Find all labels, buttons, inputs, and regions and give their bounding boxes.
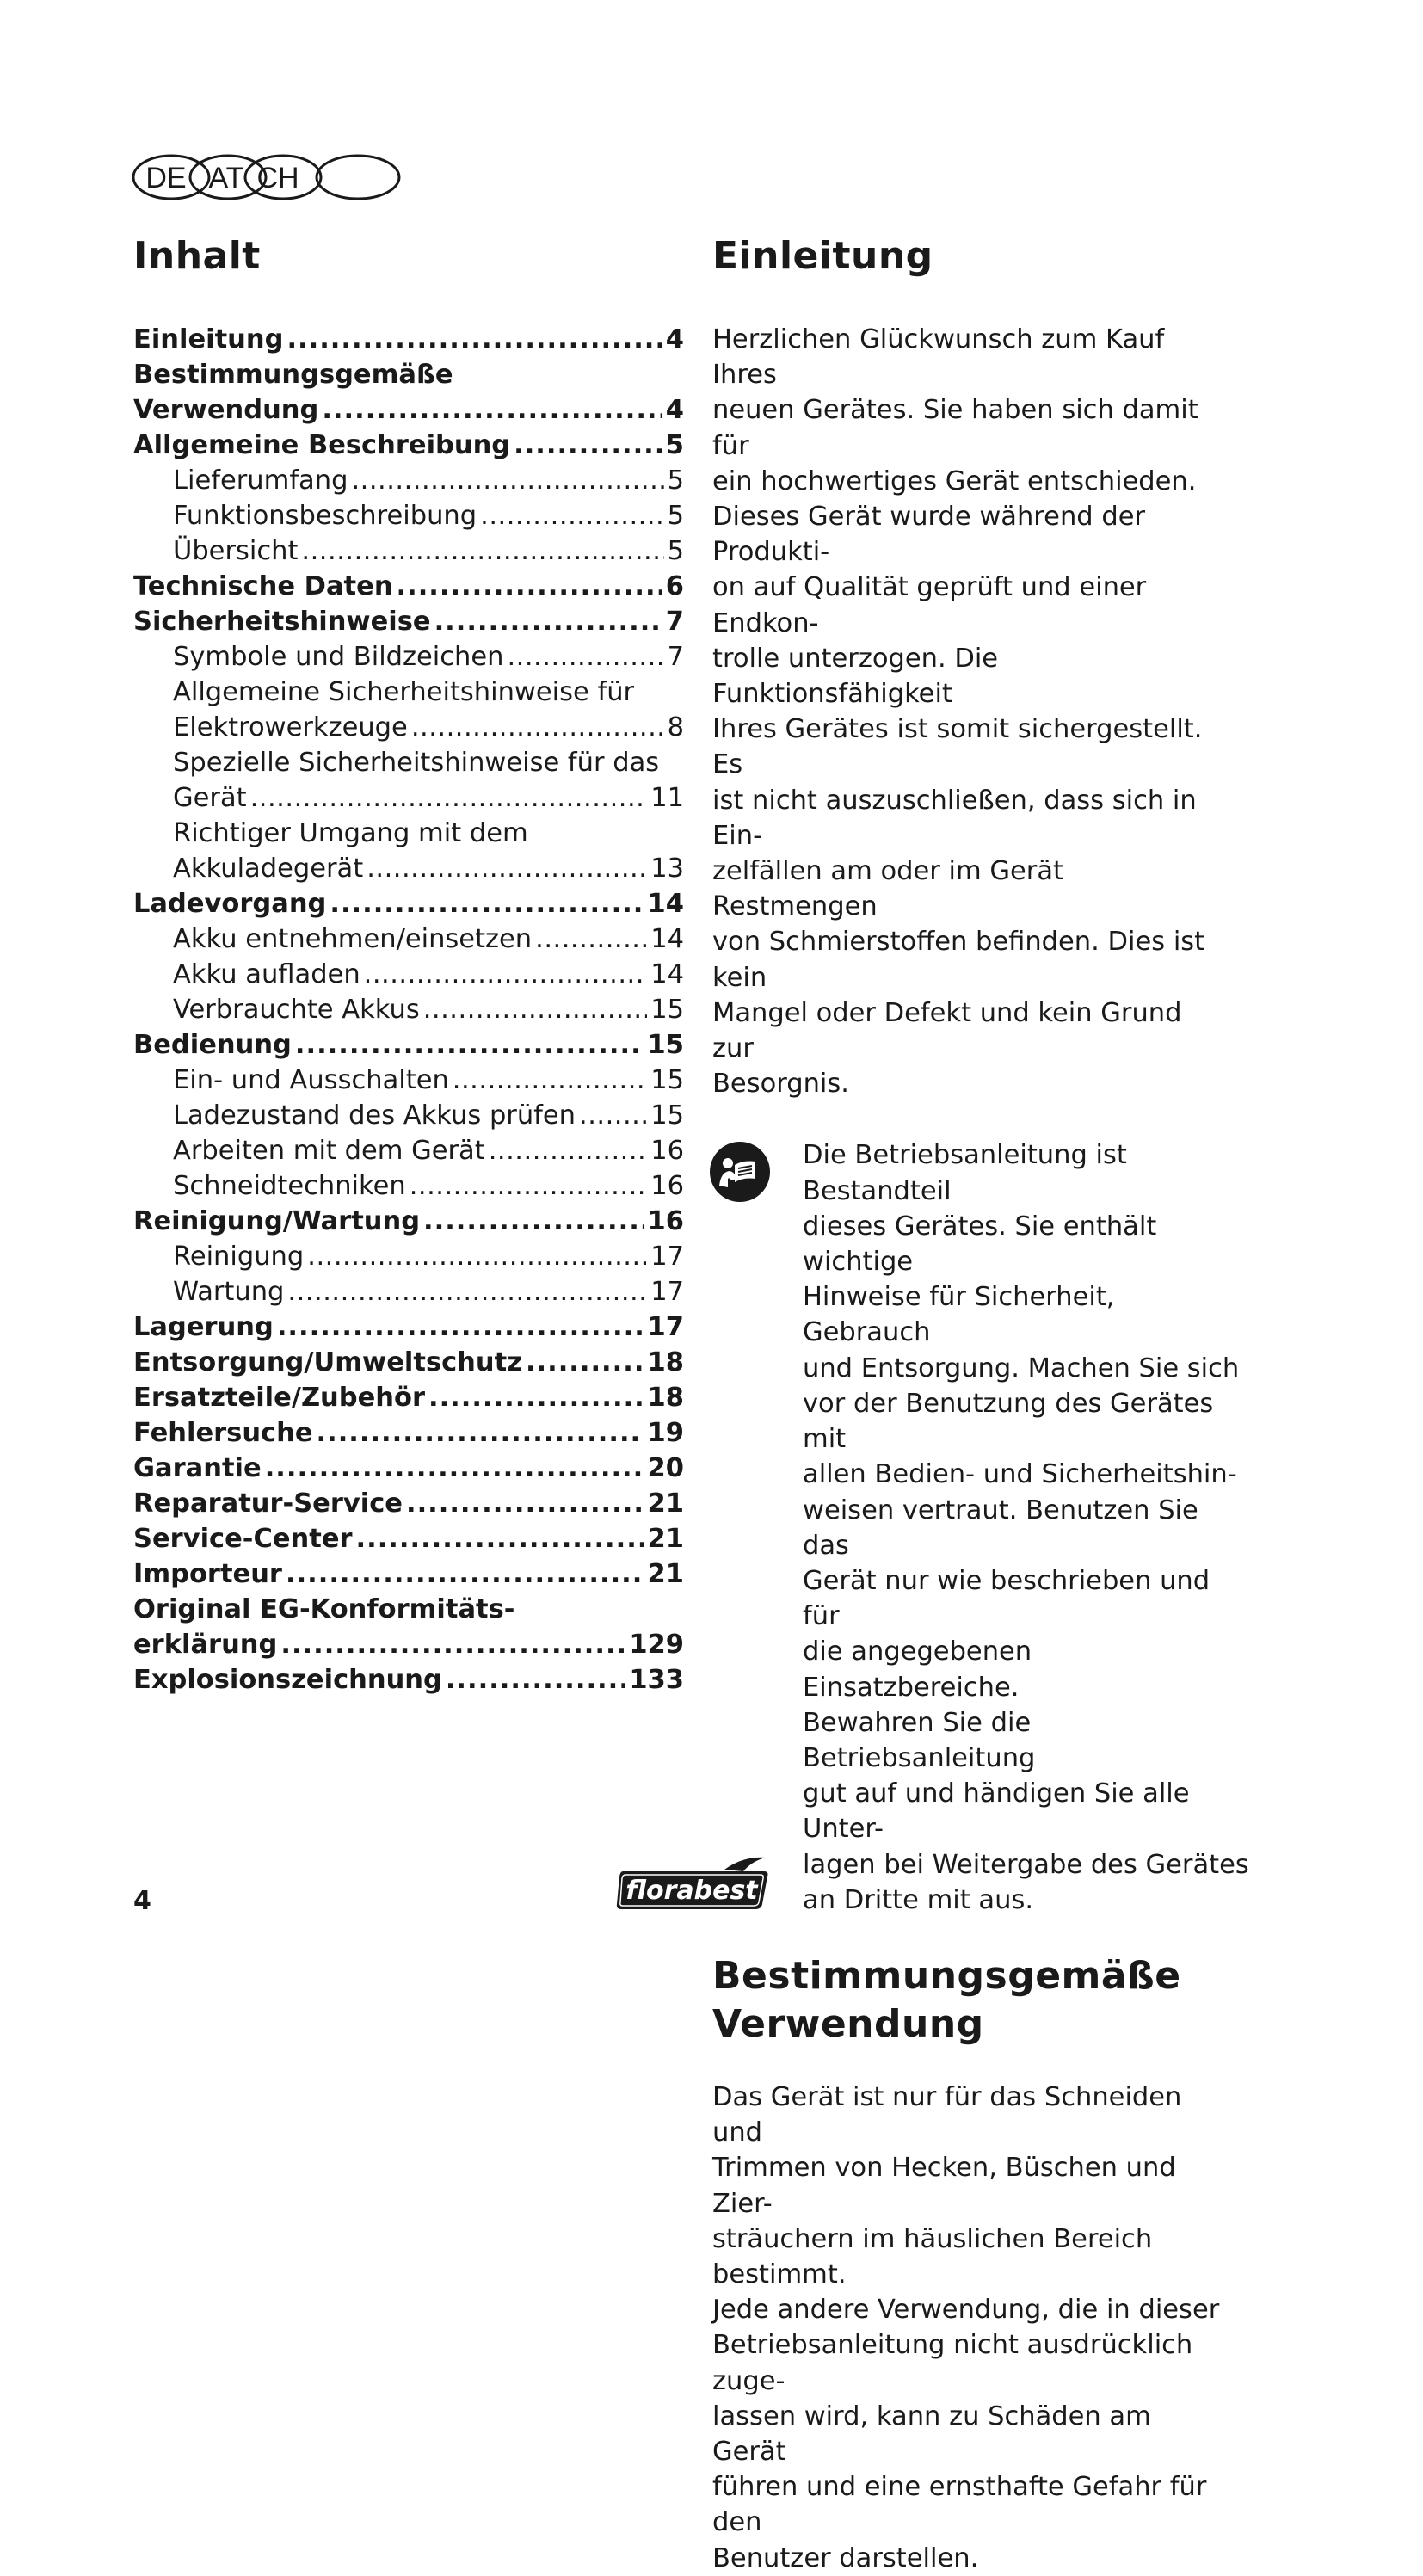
introduction-line: on auf Qualität geprüft und einer Endkon- <box>712 572 1147 638</box>
toc-entry-label: Wartung <box>173 1277 285 1307</box>
language-code-ch: CH <box>256 162 299 194</box>
toc-entry-page: 19 <box>647 1418 684 1448</box>
manual-notice-line: vor der Benutzung des Gerätes mit <box>803 1388 1214 1455</box>
language-code-de: DE <box>145 162 187 194</box>
toc-entry-page: 18 <box>647 1347 684 1377</box>
toc-entry <box>133 1521 684 1556</box>
toc-entry <box>133 1274 684 1310</box>
toc-leader-dots <box>277 1310 644 1345</box>
read-manual-icon <box>709 1141 771 1203</box>
toc-entry-page: 15 <box>650 1100 684 1131</box>
toc-leader-dots <box>526 1345 644 1380</box>
toc-entry-label: Sicherheitshinweise <box>133 607 431 637</box>
introduction-line: von Schmierstoffen befinden. Dies ist kein <box>712 927 1205 993</box>
toc-entry-page: 16 <box>650 1136 684 1166</box>
toc-entry <box>133 1310 684 1345</box>
toc-entry-label: Verbrauchte Akkus <box>173 995 420 1025</box>
introduction-line: neuen Gerätes. Sie haben sich damit für <box>712 395 1198 461</box>
toc-entry-page: 5 <box>667 501 684 531</box>
toc-entry-label: Fehlersuche <box>133 1418 313 1448</box>
toc-leader-dots <box>514 428 662 463</box>
toc-entry <box>133 1133 684 1168</box>
toc-leader-dots <box>434 604 662 639</box>
toc-entry-line <box>133 1592 684 1627</box>
toc-leader-dots <box>446 1662 625 1698</box>
toc-leader-dots <box>287 1274 647 1310</box>
content-column <box>712 232 1263 2576</box>
toc-entry-label: Ladezustand des Akkus prüfen <box>173 1100 576 1131</box>
toc-leader-dots <box>322 392 662 428</box>
toc-entry <box>133 710 684 745</box>
introduction-line: zelfällen am oder im Gerät Restmengen <box>712 856 1063 922</box>
toc-entry-label: Übersicht <box>173 536 299 566</box>
introduction-line: trolle unterzogen. Die Funktionsfähigkeit <box>712 643 999 710</box>
toc-leader-dots <box>406 1486 644 1521</box>
toc-leader-dots <box>535 921 647 957</box>
brand-wordmark: florabest <box>625 1876 758 1906</box>
toc-entry-page: 7 <box>667 642 684 672</box>
toc-leader-dots <box>301 533 663 569</box>
table-of-contents <box>133 232 684 1698</box>
manual-notice-line: und Entsorgung. Machen Sie sich <box>803 1353 1240 1384</box>
toc-entry-line <box>133 745 684 780</box>
toc-entry-page: 16 <box>647 1206 684 1236</box>
toc-title: Inhalt <box>133 234 261 278</box>
toc-entry-label: Spezielle Sicherheitshinweise für das <box>173 748 660 778</box>
introduction-line: Ihres Gerätes ist somit sichergestellt. Es <box>712 714 1203 780</box>
toc-entry-label: Elektrowerkzeuge <box>173 712 408 743</box>
toc-entry <box>133 604 684 639</box>
toc-leader-dots <box>317 1415 644 1451</box>
intended-use-line: führen und eine ernsthafte Gefahr für den <box>712 2472 1207 2538</box>
toc-entry-page: 16 <box>650 1171 684 1201</box>
toc-entry-label: Reparatur-Service <box>133 1488 403 1519</box>
manual-notice-line: dieses Gerätes. Sie enthält wichtige <box>803 1211 1157 1278</box>
introduction-line: Besorgnis. <box>712 1069 849 1100</box>
toc-entry-page: 15 <box>650 995 684 1025</box>
toc-entry <box>133 1415 684 1451</box>
toc-entry-page: 4 <box>665 395 684 425</box>
toc-entry <box>133 1380 684 1415</box>
toc-entry-label: Symbole und Bildzeichen <box>173 642 504 672</box>
toc-entry-page: 133 <box>629 1665 684 1695</box>
toc-entry-label: Akkuladegerät <box>173 854 364 884</box>
intended-use-line: sträuchern im häuslichen Bereich bestimmt. <box>712 2223 1153 2289</box>
toc-leader-dots <box>280 1627 625 1662</box>
manual-notice-line: lagen bei Weitergabe des Gerätes <box>803 1849 1249 1880</box>
intended-use-line: Jede andere Verwendung, die in dieser <box>712 2295 1220 2326</box>
toc-entry <box>133 1556 684 1592</box>
toc-entry-page: 5 <box>667 536 684 566</box>
toc-entry-label: Service-Center <box>133 1524 353 1554</box>
toc-entry-label: Entsorgung/Umweltschutz <box>133 1347 522 1377</box>
toc-entry <box>133 1662 684 1698</box>
toc-entry <box>133 322 684 357</box>
toc-leader-dots <box>411 710 664 745</box>
toc-entry-page: 4 <box>665 324 684 354</box>
toc-entry-label: Akku aufladen <box>173 959 360 989</box>
toc-entry-label: Explosionszeichnung <box>133 1665 442 1695</box>
intended-use-title-line1: Bestimmungsgemäße <box>712 1953 1181 1998</box>
toc-entry-label: Garantie <box>133 1453 262 1483</box>
florabest-logo <box>614 1854 773 1913</box>
toc-entry-page: 15 <box>650 1065 684 1095</box>
toc-leader-dots <box>410 1168 648 1204</box>
toc-entry <box>133 392 684 428</box>
toc-entry-label: Schneidtechniken <box>173 1171 406 1201</box>
toc-entry-label: Ein- und Ausschalten <box>173 1065 449 1095</box>
introduction-line: Mangel oder Defekt und kein Grund zur <box>712 997 1182 1064</box>
manual-notice-line: an Dritte mit aus. <box>803 1884 1034 1915</box>
toc-entry-line <box>133 675 684 710</box>
toc-entry-page: 18 <box>647 1383 684 1413</box>
toc-entry-label: Lagerung <box>133 1312 274 1342</box>
introduction-line: ein hochwertiges Gerät entschieden. <box>712 465 1197 496</box>
intended-use-text <box>712 2080 1229 2576</box>
toc-entry-page: 15 <box>647 1030 684 1060</box>
toc-leader-dots <box>286 1556 644 1592</box>
toc-list <box>133 322 684 1698</box>
toc-entry <box>133 428 684 463</box>
toc-entry <box>133 1204 684 1239</box>
toc-entry-label: Akku entnehmen/einsetzen <box>173 924 533 954</box>
toc-leader-dots <box>307 1239 647 1274</box>
toc-entry-label: Importeur <box>133 1559 282 1589</box>
toc-leader-dots <box>423 1204 644 1239</box>
toc-entry <box>133 1486 684 1521</box>
toc-leader-dots <box>330 886 644 921</box>
toc-entry-label: Ladevorgang <box>133 889 327 919</box>
toc-entry-label: Arbeiten mit dem Gerät <box>173 1136 485 1166</box>
toc-entry <box>133 463 684 498</box>
introduction-line: Herzlichen Glückwunsch zum Kauf Ihres <box>712 324 1165 391</box>
toc-leader-dots <box>423 992 647 1027</box>
toc-entry <box>133 1239 684 1274</box>
toc-entry <box>133 1627 684 1662</box>
toc-leader-dots <box>480 498 663 533</box>
language-code-at: AT <box>208 162 244 194</box>
toc-entry-page: 7 <box>665 607 684 637</box>
toc-entry <box>133 957 684 992</box>
manual-notice-text <box>803 1137 1250 1917</box>
toc-entry <box>133 1345 684 1380</box>
toc-entry-page: 11 <box>650 783 684 813</box>
toc-entry-page: 21 <box>647 1524 684 1554</box>
toc-entry-page: 21 <box>647 1488 684 1519</box>
toc-entry-page: 21 <box>647 1559 684 1589</box>
manual-notice-line: Die Betriebsanleitung ist Bestandteil <box>803 1140 1127 1206</box>
toc-entry-page: 13 <box>650 854 684 884</box>
toc-entry-page: 5 <box>667 465 684 496</box>
toc-entry <box>133 1451 684 1486</box>
toc-leader-dots <box>286 322 662 357</box>
manual-notice-line: die angegebenen Einsatzbereiche. <box>803 1636 1032 1703</box>
toc-leader-dots <box>295 1027 644 1063</box>
manual-notice-line: Hinweise für Sicherheit, Gebrauch <box>803 1282 1115 1348</box>
toc-entry <box>133 1098 684 1133</box>
intended-use-line: Benutzer darstellen. <box>712 2542 979 2573</box>
toc-entry <box>133 851 684 886</box>
toc-entry <box>133 533 684 569</box>
introduction-text <box>712 322 1220 1101</box>
intended-use-line: Trimmen von Hecken, Büschen und Zier- <box>712 2153 1176 2219</box>
toc-leader-dots <box>507 639 663 675</box>
toc-entry-label: Allgemeine Beschreibung <box>133 430 511 460</box>
toc-entry-label: Bedienung <box>133 1030 292 1060</box>
toc-entry-label: Bestimmungsgemäße <box>133 360 453 390</box>
toc-entry-line <box>133 816 684 851</box>
toc-entry-label: Original EG-Konformitäts- <box>133 1594 515 1624</box>
manual-notice-line: gut auf und händigen Sie alle Unter- <box>803 1778 1190 1845</box>
toc-entry-page: 14 <box>647 889 684 919</box>
toc-leader-dots <box>489 1133 647 1168</box>
toc-entry-line <box>133 357 684 392</box>
toc-entry <box>133 886 684 921</box>
language-badge <box>132 153 402 201</box>
intended-use-line: Betriebsanleitung nicht ausdrücklich zuge- <box>712 2330 1193 2396</box>
toc-entry <box>133 569 684 604</box>
toc-leader-dots <box>579 1098 647 1133</box>
toc-leader-dots <box>250 780 648 816</box>
toc-entry-label: erklärung <box>133 1630 278 1660</box>
toc-entry-page: 17 <box>650 1242 684 1272</box>
toc-entry <box>133 780 684 816</box>
toc-leader-dots <box>397 569 662 604</box>
introduction-line: ist nicht auszuschließen, dass sich in Ein- <box>712 785 1197 851</box>
toc-entry-page: 5 <box>665 430 684 460</box>
toc-entry-label: Reinigung <box>173 1242 305 1272</box>
language-ellipse-empty <box>317 156 399 199</box>
intended-use-title <box>712 1952 1263 2049</box>
toc-entry-label: Technische Daten <box>133 571 393 601</box>
intended-use-line: lassen wird, kann zu Schäden am Gerät <box>712 2400 1151 2467</box>
toc-leader-dots <box>453 1063 647 1098</box>
introduction-title: Einleitung <box>712 234 933 278</box>
toc-leader-dots <box>428 1380 644 1415</box>
toc-leader-dots <box>367 851 647 886</box>
toc-entry-label: Funktionsbeschreibung <box>173 501 477 531</box>
toc-leader-dots <box>351 463 663 498</box>
toc-entry-page: 14 <box>650 924 684 954</box>
toc-entry <box>133 639 684 675</box>
toc-entry-label: Lieferumfang <box>173 465 348 496</box>
toc-entry <box>133 921 684 957</box>
toc-entry-page: 17 <box>650 1277 684 1307</box>
toc-entry-page: 6 <box>665 571 684 601</box>
intended-use-line: Das Gerät ist nur für das Schneiden und <box>712 2081 1182 2148</box>
toc-leader-dots <box>356 1521 644 1556</box>
toc-leader-dots <box>265 1451 644 1486</box>
toc-entry-page: 14 <box>650 959 684 989</box>
toc-entry-page: 8 <box>667 712 684 743</box>
toc-entry <box>133 1027 684 1063</box>
intended-use-section <box>712 1952 1263 2576</box>
toc-entry-label: Gerät <box>173 783 247 813</box>
toc-entry <box>133 1168 684 1204</box>
manual-notice-line: Bewahren Sie die Betriebsanleitung <box>803 1707 1036 1773</box>
manual-notice-line: weisen vertraut. Benutzen Sie das <box>803 1494 1198 1561</box>
toc-entry <box>133 992 684 1027</box>
page-number: 4 <box>133 1886 151 1916</box>
toc-entry-label: Allgemeine Sicherheitshinweise für <box>173 677 635 707</box>
toc-entry-page: 20 <box>647 1453 684 1483</box>
toc-entry-label: Einleitung <box>133 324 284 354</box>
toc-entry-label: Richtiger Umgang mit dem <box>173 818 528 848</box>
toc-entry <box>133 1063 684 1098</box>
manual-notice-line: allen Bedien- und Sicherheitshin- <box>803 1459 1237 1490</box>
introduction-line: Dieses Gerät wurde während der Produkti- <box>712 502 1145 568</box>
toc-entry-page: 129 <box>629 1630 684 1660</box>
toc-entry-label: Reinigung/Wartung <box>133 1206 421 1236</box>
toc-entry <box>133 498 684 533</box>
manual-notice-line: Gerät nur wie beschrieben und für <box>803 1565 1210 1632</box>
manual-notice <box>712 1137 1263 1917</box>
toc-entry-label: Verwendung <box>133 395 319 425</box>
toc-leader-dots <box>364 957 648 992</box>
toc-entry-page: 17 <box>647 1312 684 1342</box>
intended-use-title-line2: Verwendung <box>712 2001 984 2046</box>
toc-entry-label: Ersatzteile/Zubehör <box>133 1383 425 1413</box>
